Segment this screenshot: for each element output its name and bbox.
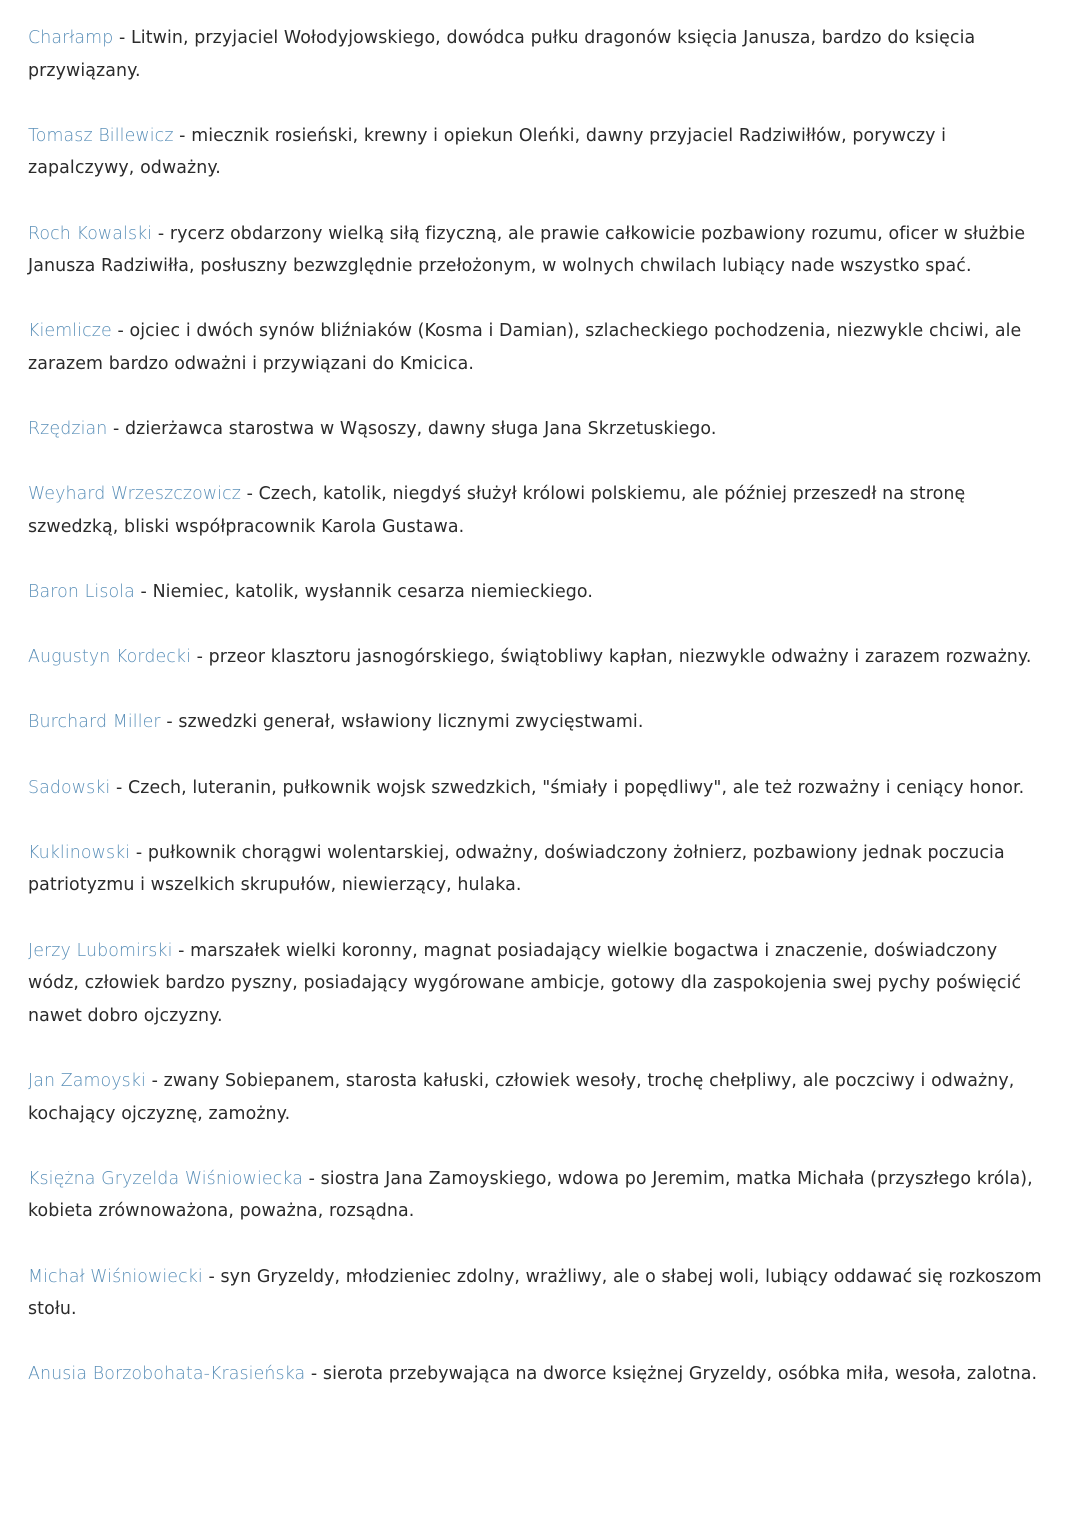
character-description: pułkownik chorągwi wolentarskiej, odważny, doświadczony żołnierz, pozbawiony jednak poczucia patriotyzmu i wszelkich skrupułów, niewierzący, hulaka. (28, 842, 1005, 896)
character-description: przeor klasztoru jasnogórskiego, świątobliwy kapłan, niezwykle odważny i zarazem rozważny. (208, 647, 1032, 668)
entry-separator: - (172, 940, 191, 961)
character-entry (28, 413, 1050, 446)
character-name: Baron Lisola (28, 582, 135, 603)
character-description: Czech, katolik, niegdyś służył królowi polskiemu, ale później przeszedł na stronę szwedzką, bliski współpracownik Karola Gustawa. (28, 484, 966, 537)
entry-separator: - (145, 1071, 164, 1091)
character-name: Augustyn Kordecki (28, 647, 192, 668)
entry-separator: - (173, 125, 192, 146)
character-entry (28, 478, 1050, 543)
character-name: Weyhard Wrzeszczowicz (28, 484, 242, 505)
character-entry (28, 120, 1050, 185)
character-description: dzierżawca starostwa w Wąsoszy, dawny sługa Jana Skrzetuskiego. (125, 419, 717, 440)
character-entry (28, 772, 1050, 805)
character-description: sierota przebywająca na dworce księżnej Gryzeldy, osóbka miła, wesoła, zalotna. (322, 1364, 1038, 1385)
character-description: Czech, luteranin, pułkownik wojsk szwedzkich, "śmiały i popędliwy", ale też rozważny i ceniący honor. (128, 777, 1025, 798)
character-description: rycerz obdarzony wielką siłą fizyczną, ale prawie całkowicie pozbawiony rozumu, oficer w służbie Janusza Radziwiłła, posłuszny bezwzględnie przełożonym, w wolnych chwilach lubiący nade wszystko spać. (28, 223, 1026, 277)
character-description: szwedzki generał, wsławiony licznymi zwycięstwami. (178, 712, 644, 733)
character-description: syn Gryzeldy, młodzieniec zdolny, wrażliwy, ale o słabej woli, lubiący oddawać się rozkoszom stołu. (28, 1266, 1042, 1320)
character-name: Księżna Gryzelda Wiśniowiecka (28, 1168, 303, 1189)
character-entry (28, 837, 1050, 902)
character-description: siostra Jana Zamoyskiego, wdowa po Jeremim, matka Michała (przyszłego króla), kobieta zrównoważona, poważna, rozsądna. (28, 1168, 1033, 1222)
character-entry (28, 1163, 1050, 1228)
character-entry (28, 218, 1050, 283)
character-entry (28, 576, 1050, 609)
entry-separator: - (152, 223, 170, 244)
character-entry (28, 1261, 1050, 1326)
character-entry (28, 1065, 1050, 1130)
character-name: Anusia Borzobohata-Krasieńska (28, 1364, 306, 1385)
entry-separator: - (111, 321, 130, 342)
character-entry (28, 22, 1050, 87)
character-name: Kiemlicze (28, 321, 112, 342)
character-name: Jerzy Lubomirski (28, 940, 173, 961)
entry-separator: - (305, 1364, 323, 1385)
character-name: Charłamp (28, 28, 114, 48)
character-name: Roch Kowalski (28, 223, 153, 244)
character-description: ojciec i dwóch synów bliźniaków (Kosma i Damian), szlacheckiego pochodzenia, niezwykle chciwi, ale zarazem bardzo odważni i przywiązani do Kmicica. (28, 321, 1022, 374)
character-description: Niemiec, katolik, wysłannik cesarza niemieckiego. (152, 582, 593, 603)
entry-separator: - (107, 419, 126, 440)
character-description: miecznik rosieński, krewny i opiekun Oleńki, dawny przyjaciel Radziwiłłów, porywczy i zapalczywy, odważny. (28, 125, 947, 179)
entry-separator: - (130, 842, 148, 863)
character-entry (28, 935, 1050, 1033)
character-description: marszałek wielki koronny, magnat posiadający wielkie bogactwa i znaczenie, doświadczony wódz, człowiek bardzo pyszny, posiadający wygórowane ambicje, gotowy dla zaspokojenia swej pychy poświęcić nawet dobro ojczyzny. (28, 940, 1022, 1026)
entry-separator: - (302, 1168, 321, 1189)
entry-separator: - (202, 1266, 221, 1287)
entry-separator: - (134, 582, 153, 603)
character-name: Rzędzian (28, 419, 108, 440)
entry-separator: - (241, 484, 259, 505)
character-name: Burchard Miller (28, 712, 161, 733)
entry-separator: - (160, 712, 179, 733)
character-entry (28, 315, 1050, 380)
character-entry (28, 641, 1050, 674)
character-name: Jan Zamoyski (28, 1071, 146, 1091)
character-name: Sadowski (28, 777, 111, 798)
character-list (28, 22, 1050, 1424)
character-entry (28, 1358, 1050, 1391)
entry-separator: - (113, 28, 131, 48)
entry-separator: - (110, 777, 129, 798)
character-entry (28, 706, 1050, 739)
character-description: Litwin, przyjaciel Wołodyjowskiego, dowódca pułku dragonów księcia Janusza, bardzo do księcia przywiązany. (28, 28, 976, 81)
character-description: zwany Sobiepanem, starosta kałuski, człowiek wesoły, trochę chełpliwy, ale poczciwy i odważny, kochający ojczyznę, zamożny. (28, 1071, 1015, 1124)
character-name: Kuklinowski (28, 842, 131, 863)
character-name: Tomasz Billewicz (28, 125, 174, 146)
character-name: Michał Wiśniowiecki (28, 1266, 203, 1287)
entry-separator: - (191, 647, 209, 668)
